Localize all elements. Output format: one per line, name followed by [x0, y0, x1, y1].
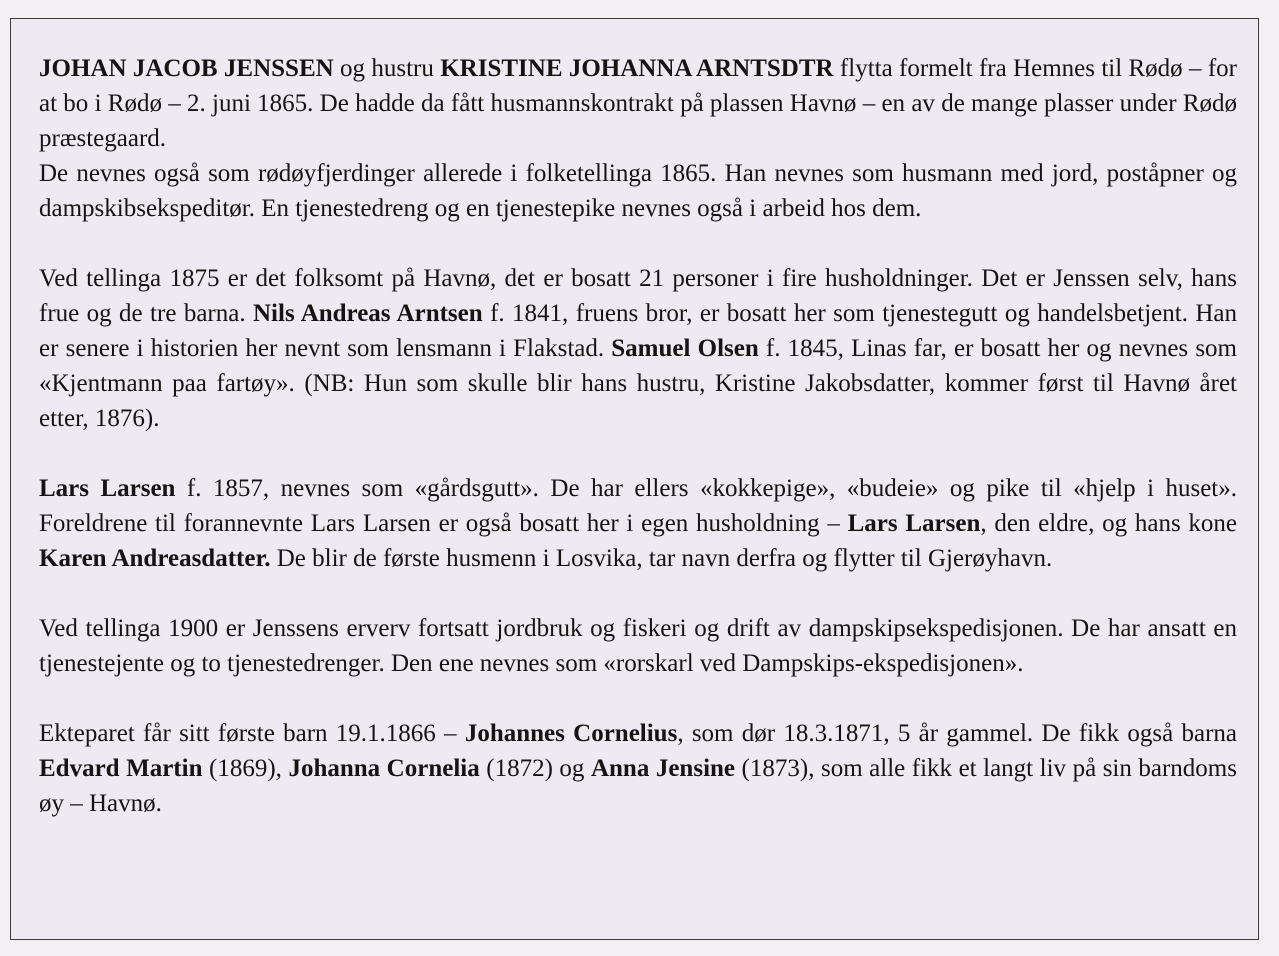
- text-box-frame: [10, 18, 1259, 940]
- paragraph-4: [39, 471, 1237, 576]
- bold-name: Samuel Olsen: [611, 335, 759, 362]
- text-run: (1873), som alle fikk et langt liv på sin barndoms øy – Havnø.: [39, 755, 1237, 817]
- text-run: (1872) og: [479, 755, 591, 782]
- text-run: f. 1845, Linas far, er bosatt her og nevnes som «Kjentmann paa fartøy». (NB: Hun som skulle blir hans hustru, Kristine Jakobsdatter, kommer først til Havnø året etter, 1876).: [39, 335, 1237, 432]
- text-run: De nevnes også som rødøyfjerdinger allerede i folketellinga 1865. Han nevnes som husmann med jord, poståpner og dampskibsekspeditør. En tjenestedreng og en tjenestepike nevnes også i arbeid hos dem.: [39, 160, 1237, 222]
- paragraph-2: [39, 156, 1237, 226]
- bold-name: Anna Jensine: [590, 755, 736, 782]
- bold-name: Lars Larsen: [39, 475, 176, 502]
- bold-name: Johanna Cornelia: [288, 755, 480, 782]
- paragraph-6: [39, 716, 1237, 821]
- text-run: og hustru: [333, 55, 441, 82]
- text-run: , som dør 18.3.1871, 5 år gammel. De fikk også barna: [677, 720, 1237, 747]
- text-run: Ved tellinga 1875 er det folksomt på Havnø, det er bosatt 21 personer i fire husholdninger. Det er Jenssen selv, hans frue og de tre barna.: [39, 265, 1237, 327]
- text-run: Ved tellinga 1900 er Jenssens erverv fortsatt jordbruk og fiskeri og drift av dampskipsekspedisjonen. De har ansatt en tjenestejente og to tjenestedrenger. Den ene nevnes som «rorskarl ved Dampskips-ekspedisjonen».: [39, 615, 1237, 677]
- bold-name: Johannes Cornelius: [464, 720, 678, 747]
- bold-name: Karen Andreasdatter.: [39, 545, 271, 572]
- bold-name: KRISTINE JOHANNA ARNTSDTR: [440, 55, 834, 82]
- text-run: De blir de første husmenn i Losvika, tar navn derfra og flytter til Gjerøyhavn.: [270, 545, 1053, 572]
- bold-name: JOHAN JACOB JENSSEN: [39, 55, 334, 82]
- paragraph-1: [39, 51, 1237, 156]
- text-run: , den eldre, og hans kone: [980, 510, 1238, 537]
- paragraph-5: [39, 611, 1237, 681]
- bold-name: Edvard Martin: [39, 755, 203, 782]
- text-run: f. 1857, nevnes som «gårdsgutt». De har ellers «kokkepige», «budeie» og pike til «hjelp i huset». Foreldrene til forannevnte Lars Larsen er også bosatt her i egen husholdning –: [39, 475, 1237, 537]
- paragraph-3: [39, 261, 1237, 436]
- bold-name: Nils Andreas Arntsen: [253, 300, 483, 327]
- bold-name: Lars Larsen: [847, 510, 981, 537]
- text-run: flytta formelt fra Hemnes til Rødø – for at bo i Rødø – 2. juni 1865. De hadde da fått husmannskontrakt på plassen Havnø – en av de mange plasser under Rødø præstegaard.: [39, 55, 1238, 152]
- document-body: [39, 51, 1237, 821]
- text-run: (1869),: [202, 755, 289, 782]
- text-run: f. 1841, fruens bror, er bosatt her som tjenestegutt og handelsbetjent. Han er senere i historien her nevnt som lensmann i Flakstad.: [39, 300, 1237, 362]
- text-run: Ekteparet får sitt første barn 19.1.1866 –: [39, 720, 465, 747]
